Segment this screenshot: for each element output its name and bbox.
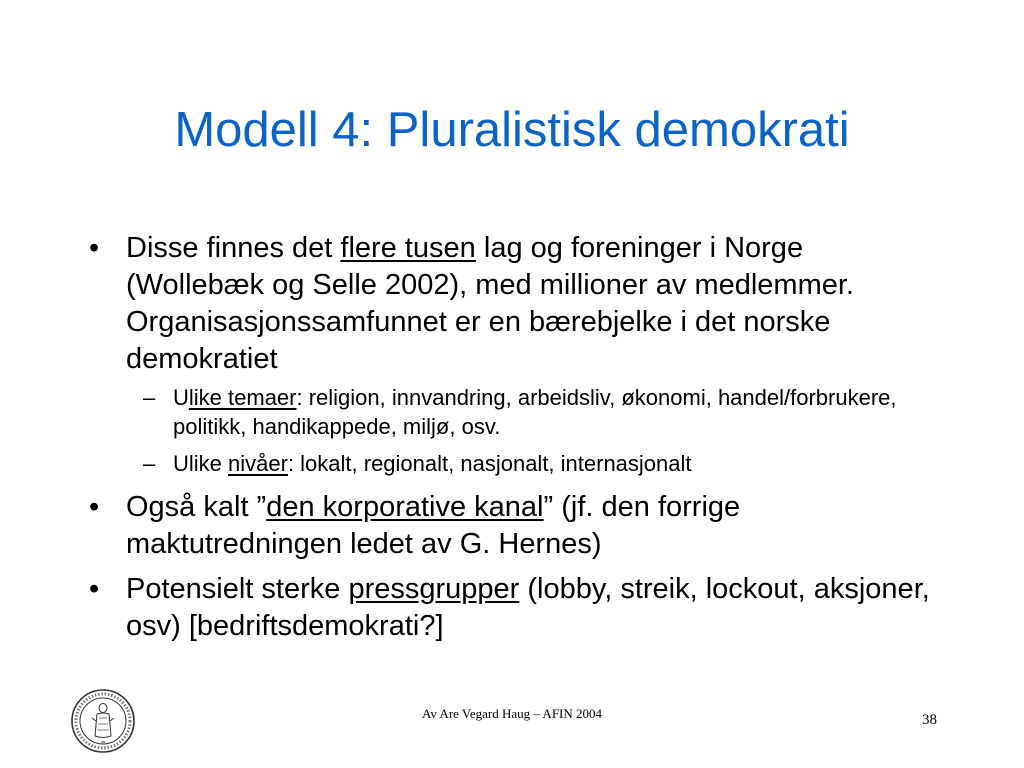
bullet-emphasis: flere tusen — [340, 232, 476, 264]
bullet-item-2 — [89, 489, 949, 563]
footer-author: Av Are Vegard Haug – AFIN 2004 — [421, 706, 603, 721]
bullet-text: Disse finnes det — [126, 232, 341, 264]
dash-marker: – — [143, 451, 156, 476]
bullet-text: Potensielt sterke — [126, 573, 349, 605]
bullet-text: lag og foreninger i Norge (Wollebæk og Selle 2002), med millioner av medlemmer. Organisasjonssamfunnet er en bærebjelke i det norske demokratiet — [126, 232, 854, 375]
sub-bullet-text: : religion, innvandring, arbeidsliv, økonomi, handel/forbrukere, politikk, handikappede, miljø, osv. — [173, 385, 897, 439]
sub-bullet-emphasis: like temaer — [188, 385, 297, 410]
page-number: 38 — [922, 712, 937, 728]
bullet-marker: • — [89, 491, 100, 523]
sub-bullet-text: : lokalt, regionalt, nasjonalt, internasjonalt — [287, 451, 692, 476]
sub-bullet-emphasis: nivåer — [228, 451, 288, 476]
bullet-marker: • — [89, 573, 100, 605]
dash-marker: – — [143, 385, 156, 410]
bullet-item-1 — [89, 230, 949, 378]
bullet-item-3 — [89, 571, 949, 645]
bullet-emphasis: pressgrupper — [348, 573, 520, 605]
bullet-text: (lobby, streik, lockout, aksjoner, osv) [bedriftsdemokrati?] — [126, 573, 930, 642]
slide-title: Modell 4: Pluralistisk demokrati — [174, 103, 850, 157]
sub-bullet-item-2 — [143, 449, 903, 478]
sub-bullet-text: Ulike — [173, 451, 229, 476]
bullet-marker: • — [89, 232, 100, 264]
sub-bullet-text: U — [173, 385, 189, 410]
sub-bullet-item-1 — [143, 383, 903, 441]
bullet-emphasis: den korporative kanal — [266, 491, 544, 523]
bullet-text: ” (jf. den forrige maktutredningen ledet av G. Hernes) — [126, 491, 741, 560]
bullet-text: Også kalt ” — [126, 491, 267, 523]
